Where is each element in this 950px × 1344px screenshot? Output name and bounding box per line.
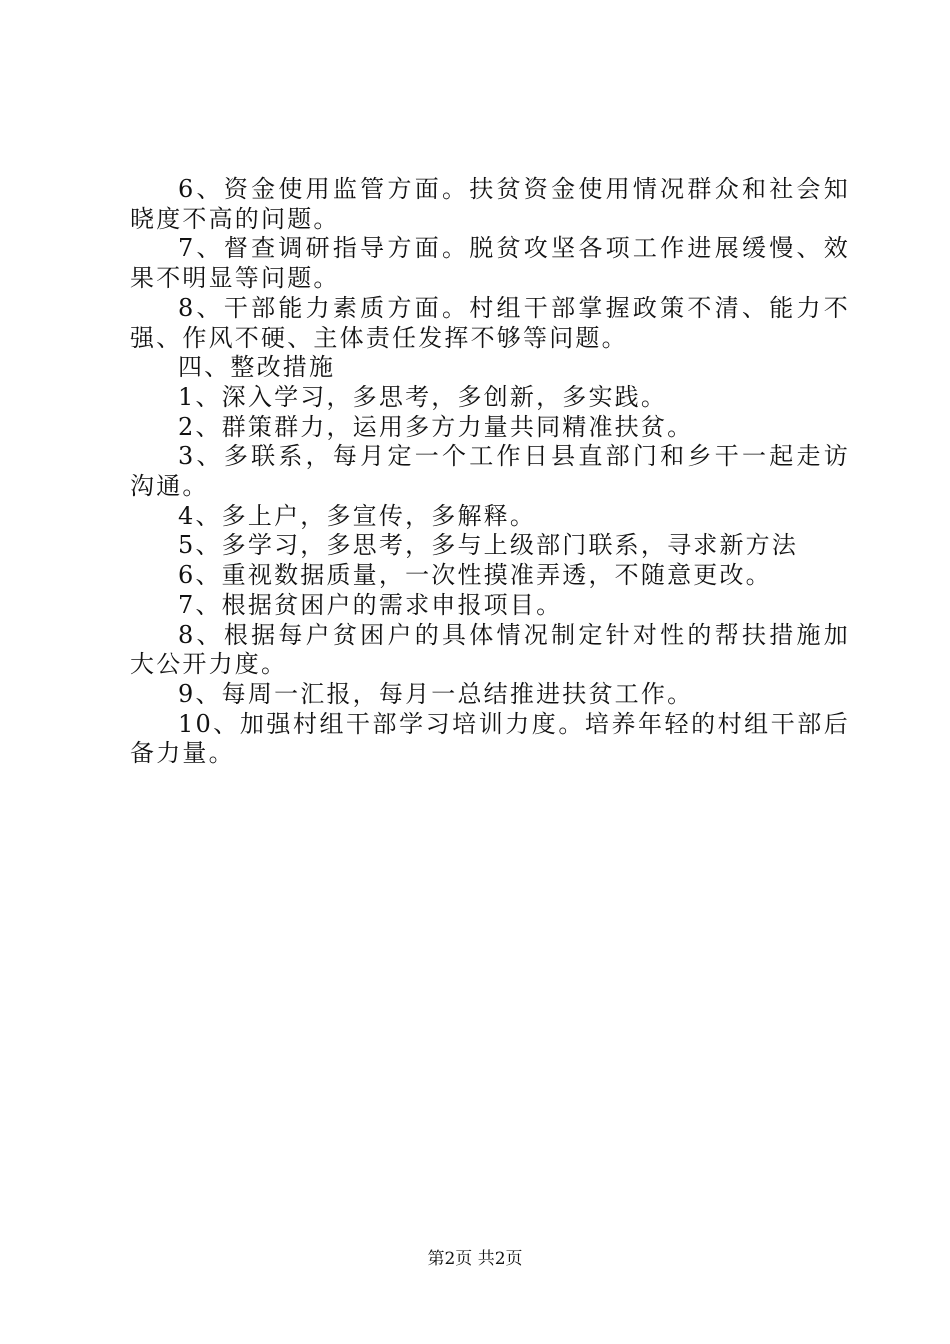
- measure-item-1: 1、深入学习，多思考，多创新，多实践。: [178, 382, 668, 411]
- paragraph-item-8-cadre-ability: 8、干部能力素质方面。村组干部掌握政策不清、能力不强、作风不硬、主体责任发挥不够等问题。: [130, 293, 850, 352]
- measure-item-9: 9、每周一汇报，每月一总结推进扶贫工作。: [178, 679, 694, 708]
- measure-item-3: 3、多联系，每月定一个工作日县直部门和乡干一起走访沟通。: [130, 442, 850, 501]
- document-body: [130, 175, 850, 769]
- measure-item-6: 6、重视数据质量，一次性摸准弄透，不随意更改。: [178, 561, 772, 590]
- page-number-footer: 第2页 共2页: [427, 1249, 523, 1269]
- paragraph-item-6-fund-supervision: 6、资金使用监管方面。扶贫资金使用情况群众和社会知晓度不高的问题。: [130, 175, 850, 233]
- measure-item-7: 7、根据贫困户的需求申报项目。: [178, 590, 563, 619]
- measure-item-10: 10、加强村组干部学习培训力度。培养年轻的村组干部后备力量。: [130, 709, 850, 768]
- paragraph-item-7-inspection: 7、督查调研指导方面。脱贫攻坚各项工作进展缓慢、效果不明显等问题。: [130, 234, 850, 293]
- measure-item-4: 4、多上户，多宣传，多解释。: [178, 501, 537, 530]
- section-heading-rectification: 四、整改措施: [178, 353, 336, 382]
- measure-item-5: 5、多学习，多思考，多与上级部门联系，寻求新方法: [178, 531, 799, 560]
- measure-item-2: 2、群策群力，运用多方力量共同精准扶贫。: [178, 412, 694, 441]
- measure-item-8: 8、根据每户贫困户的具体情况制定针对性的帮扶措施加大公开力度。: [130, 620, 850, 679]
